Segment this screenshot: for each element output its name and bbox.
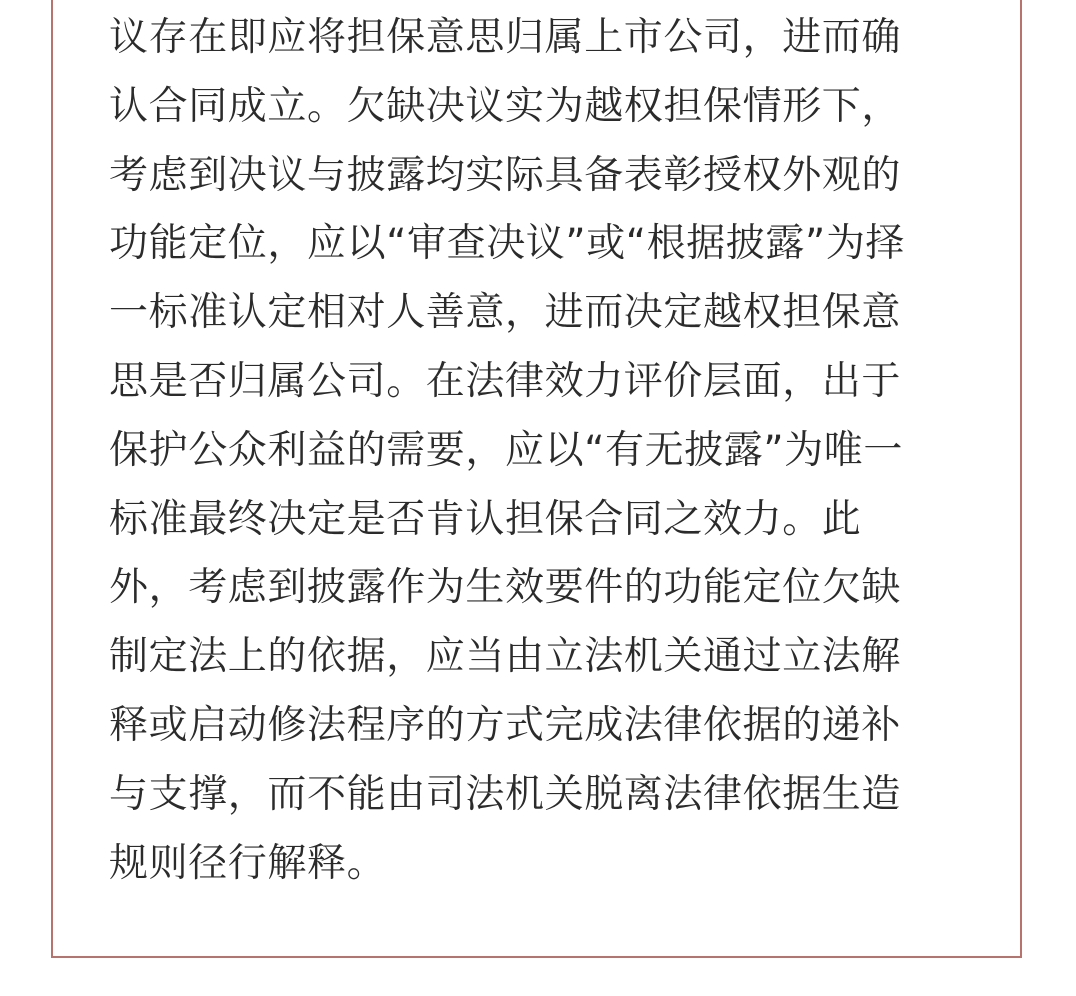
text-line: 标准最终决定是否肯认担保合同之效力。此: [109, 496, 862, 542]
text-line: 思是否归属公司。在法律效力评价层面，出于: [109, 358, 902, 404]
text-line: 认合同成立。欠缺决议实为越权担保情形下，: [109, 83, 902, 129]
text-line: 与支撑，而不能由司法机关脱离法律依据生造: [109, 771, 902, 817]
text-line: 保护公众利益的需要，应以“有无披露”为唯一: [109, 427, 904, 473]
text-line: 功能定位，应以“审查决议”或“根据披露”为择: [109, 221, 906, 267]
text-line: 考虑到决议与披露均实际具备表彰授权外观的: [109, 152, 902, 198]
article-body: [109, 4, 969, 898]
text-line: 议存在即应将担保意思归属上市公司，进而确: [109, 15, 902, 60]
text-line: 一标准认定相对人善意，进而决定越权担保意: [109, 290, 902, 336]
text-line: 外，考虑到披露作为生效要件的功能定位欠缺: [109, 565, 902, 611]
text-line: 释或启动修法程序的方式完成法律依据的递补: [109, 702, 902, 748]
text-line: 制定法上的依据，应当由立法机关通过立法解: [109, 634, 902, 680]
text-line: 规则径行解释。: [109, 840, 387, 886]
